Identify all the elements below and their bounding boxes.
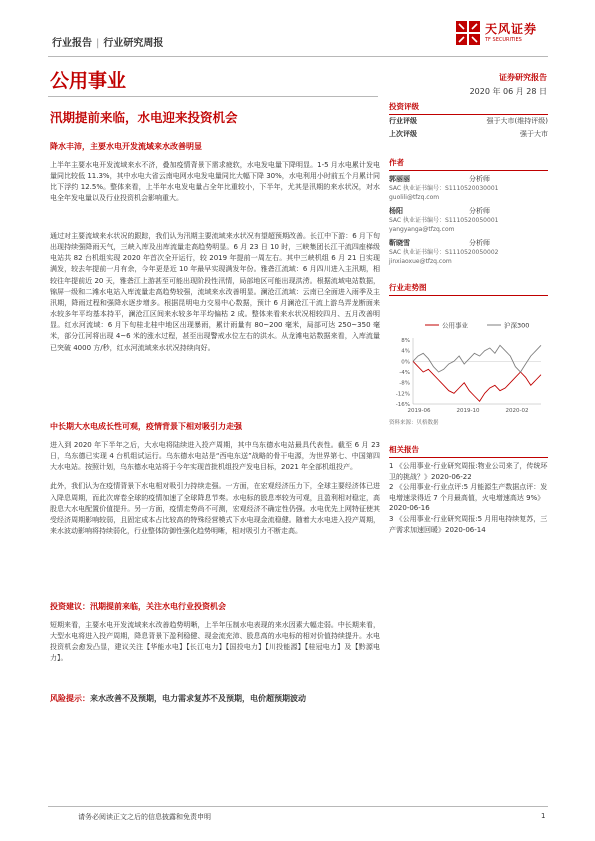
previous-rating-row [389, 128, 548, 141]
author-cert: SAC 执业证书编号：S1110520050001 [389, 217, 499, 224]
author-cert: SAC 执业证书编号：S1110520050002 [389, 249, 499, 256]
rating-block [389, 101, 548, 141]
author-item [389, 206, 548, 234]
y-tick-label: 4% [401, 348, 410, 355]
x-tick-label: 2019-06 [407, 408, 431, 414]
author-email[interactable]: jinxiaoxue@tfzq.com [389, 258, 452, 265]
series-line [413, 345, 541, 372]
chart-heading: 行业走势图 [389, 283, 427, 292]
risk-label: 风险提示： [50, 694, 90, 703]
section-4 [50, 601, 380, 665]
industry-rating-label: 行业评级 [389, 117, 417, 125]
y-tick-label: 8% [401, 338, 410, 344]
risk-text: 来水改善不及预期，电力需求复苏不及预期，电价超预期波动 [90, 694, 306, 703]
chart-legend [425, 321, 529, 330]
y-tick-label: -8% [399, 380, 410, 387]
logo-text-en: TF SECURITIES [485, 37, 522, 43]
header-divider [48, 56, 548, 57]
author-role: 分析师 [469, 239, 490, 247]
company-logo [455, 18, 547, 52]
section-1 [50, 141, 380, 205]
report-category [52, 34, 163, 49]
author-email[interactable]: yangyanga@tfzq.com [389, 226, 455, 233]
y-tick-label: -16% [395, 402, 410, 408]
author-item [389, 174, 548, 202]
section-4-paragraph: 短期来看，主要水电开发流域来水改善趋势明晰，上半年压制水电表现的来水因素大幅走弱。中长期来看，大型水电将进入投产周期，降息背景下盈利稳健、现金流充沛、股息高的水电标的相对价值持续提升。水电投资机会愈发凸显，建议关注【华能水电】【长江电力】【国投电力】【川投能源】【桂冠电力】及【黔源电力】。 [50, 621, 380, 663]
related-reports [389, 444, 548, 535]
section-1-heading: 降水丰沛，主要水电开发流域来水改善明显 [50, 142, 202, 151]
previous-rating-label: 上次评级 [389, 130, 417, 138]
logo-mark-icon [455, 20, 481, 46]
industry-rating-value: 强于大市(维持评级) [486, 117, 548, 125]
section-2 [50, 231, 380, 354]
rating-heading: 投资评级 [389, 102, 419, 111]
section-2-paragraph: 通过对主要流域来水状况的跟踪，我们认为汛期主要流域来水状况有望超预期改善。长江中下游：6 月下旬出现持续强降雨天气，三峡入库及出库流量走高趋势明显。6 月 23 日 10 时，三峡集团长江干流四座梯级电站共 82 台机组实现 2020 年首次全开运行，较 2019 年提前一周左右。其中三峡机组 6 月 21 日实现满发，较去年提前一月有余，今年更是近 10 年最早实现满发年份。雅砻江流域：6 月四川进入主汛期，相较往年提前近 20 天，雅砻江上游甚至可能出现阶段性汛情，局部地区可能出现洪涝。根据流域电站数据，锦屏一级和二滩水电站入库流量走高趋势较强，流域来水改善明显。澜沧江流域：云南已全面进入雨季及主汛期，降雨过程和强降水逐步增多。根据昆明电力交易中心数据，预计 6 月澜沧江干流上游乌弄龙断面来水较多年平均基本持平，澜沧江区间来水较多年平均偏枯 2 成。整体来看来水状况相较四月、五月改善明显。红水河流域：6 月下旬桂北桂中地区出现暴雨，累计雨量有 80~200 毫米，局部可达 250~350 毫米，部分江河将出现 4~6 米的涨水过程，甚至出现警戒水位左右的洪水。从龙滩电站数据来看，入库流量已突破 4000 方/秒，红水河流域来水状况持续向好。 [50, 232, 380, 352]
author-name: 郭丽丽 [389, 175, 410, 183]
related-report-link[interactable]: 1 《公用事业-行业研究周报:物业公司来了，传统环卫的挑战？》2020-06-22 [389, 462, 548, 481]
x-tick-label: 2020-02 [505, 408, 529, 414]
legend-label: 沪深300 [504, 321, 530, 330]
page-number: 1 [541, 812, 546, 820]
section-3-paragraph-2: 此外，我们认为在疫情背景下水电相对吸引力持续走强。一方面，在宏观经济压力下，全球主要经济体已进入降息周期，而此次席卷全球的疫情加速了全球降息节奏。水电标的股息率较为可观，且盈利相对稳定，高股息大水电配置价值提升。另一方面，疫情走势尚不可测，宏观经济不确定性仍强。水电优先上网特征使其受经济周期影响较弱，且固定成本占比较高的特殊经营模式下水电现金流稳健。随着大水电进入投产周期，来水波动影响将持续弱化，行业整体防御性强化趋势明晰，相对吸引力不断走高。 [50, 482, 380, 536]
related-report-link[interactable]: 2 《公用事业-行业点评:5 月能源生产数据点评：发电增速录得近 7 个月最高值，火电增速高达 9%》2020-06-16 [389, 483, 548, 513]
footer-divider [48, 806, 548, 807]
author-name: 杨阳 [389, 207, 403, 215]
category-label: 行业报告 [52, 38, 92, 49]
author-role: 分析师 [469, 207, 490, 215]
series-line [413, 361, 541, 401]
industry-rating-row [389, 115, 548, 128]
section-3 [50, 421, 380, 537]
report-title: 汛期提前来临，水电迎来投资机会 [50, 110, 238, 125]
section-1-paragraph: 上半年主要水电开发流域来水不济，叠加疫情背景下需求疲软，水电发电量下降明显。1-5 月水电累计发电量同比较低 11.3%，其中水电大省云南电网水电发电量同比大幅下降 30%，水电利用小时前五个月累计同比下浮约 12.5%。整体来看，上半年水电发电量占全年比重较小，下半年，尤其是汛期的来水状况，对水电全年发电量以及行业投资机会影响重大。 [50, 161, 380, 203]
author-cert: SAC 执业证书编号：S1110520030001 [389, 185, 499, 192]
related-heading: 相关报告 [389, 445, 419, 454]
logo-text-cn: 天风证券 [485, 22, 538, 36]
x-tick-label: 2019-10 [456, 408, 480, 414]
category-separator: | [96, 38, 100, 49]
previous-rating-value: 强于大市 [520, 130, 548, 138]
author-name: 靳晓雪 [389, 239, 410, 247]
subcategory-label: 行业研究周报 [103, 38, 164, 49]
chart-plot [413, 345, 541, 401]
section-3-heading: 中长期大水电成长性可观，疫情背景下相对吸引力走强 [50, 422, 242, 431]
section-3-paragraph-1: 进入到 2020 年下半年之后，大水电将陆续进入投产周期，其中乌东德水电站最具代表性。截至 6 月 23 日，乌东德已实现 4 台机组试运行。乌东德水电站是“西电东送”战略的骨干电源，为世界第七、中国第四大水电站。按照计划，乌东德水电站将于今年实现首批机组投产发电目标，2021 年全部机组投产。 [50, 441, 380, 472]
risk-note [50, 686, 380, 705]
report-date: 2020 年 06 月 28 日 [469, 87, 547, 96]
author-item [389, 238, 548, 266]
y-tick-label: -12% [395, 391, 410, 398]
related-report-link[interactable]: 3 《公用事业-行业研究周报:5 月用电持续复苏，三产需求加速回暖》2020-06-14 [389, 514, 548, 534]
authors-rule [389, 170, 548, 171]
chart-x-axis [408, 404, 541, 414]
authors-block [389, 157, 548, 266]
chart-heading-block [389, 282, 548, 296]
sector-title: 公用事业 [50, 70, 127, 92]
section-4-heading: 投资建议：汛期提前来临，关注水电行业投资机会 [50, 602, 226, 611]
y-tick-label: -4% [399, 370, 410, 376]
chart-source: 资料来源：贝格数据 [389, 420, 439, 426]
industry-trend-chart [389, 318, 548, 418]
y-tick-label: 0% [401, 359, 410, 366]
related-rule [389, 457, 548, 458]
sector-divider [48, 96, 378, 97]
report-type: 证券研究报告 [499, 73, 547, 82]
legend-label: 公用事业 [442, 321, 468, 330]
disclaimer-note: 请务必阅读正文之后的信息披露和免责申明 [78, 813, 211, 821]
authors-heading: 作者 [389, 158, 404, 167]
chart-rule [389, 295, 548, 296]
author-role: 分析师 [469, 175, 490, 183]
author-email[interactable]: guolili@tfzq.com [389, 194, 440, 201]
